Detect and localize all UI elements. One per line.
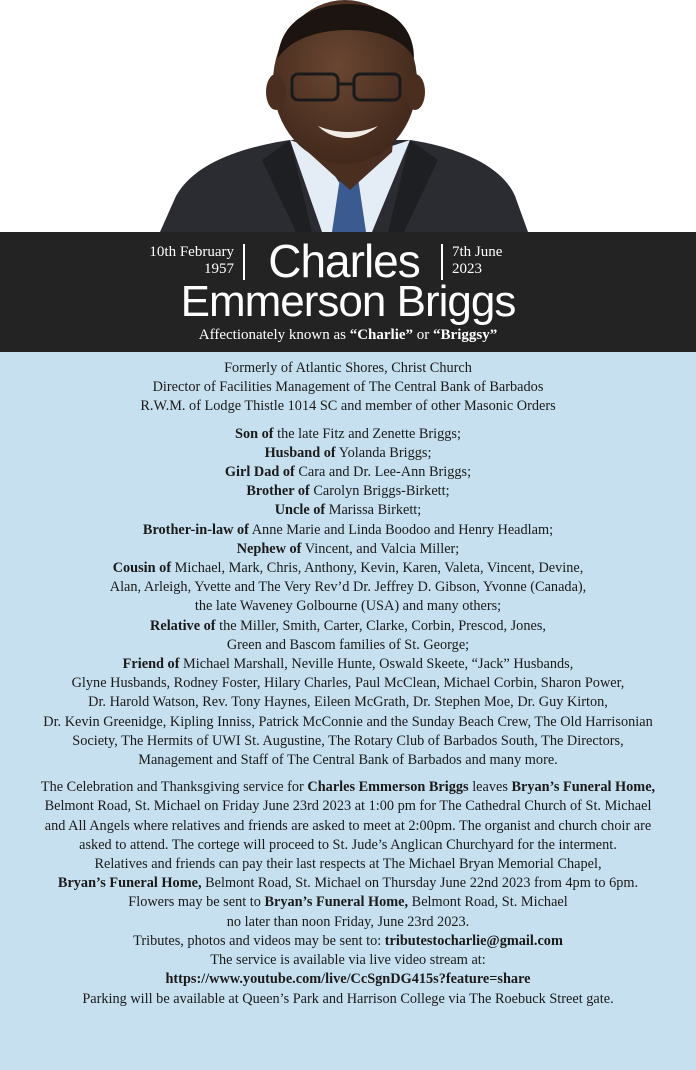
name-banner — [0, 232, 696, 352]
nickname-2: “Briggsy” — [433, 327, 498, 343]
relation-line — [8, 617, 688, 636]
relation-names: Alan, Arleigh, Yvette and The Very Rev’d Dr. Jeffrey D. Gibson, Yvonne (Canada), — [109, 579, 587, 596]
relation-line — [8, 751, 688, 770]
relation-label: Son of — [235, 425, 274, 442]
intro-section — [8, 352, 688, 417]
service-section — [8, 778, 688, 1008]
first-name: Charles — [268, 235, 420, 287]
relation-names: Dr. Harold Watson, Rev. Tony Haynes, Eileen McGrath, Dr. Stephen Moe, Dr. Guy Kirton, — [88, 694, 608, 711]
funeral-home: Bryan’s Funeral Home, — [264, 894, 409, 911]
relation-line — [8, 693, 688, 712]
relation-line — [8, 501, 688, 520]
service-text: leaves — [468, 779, 512, 796]
relation-names: Dr. Kevin Greenidge, Kipling Inniss, Patrick McConnie and the Sunday Beach Crew, The Old Harrisonian — [43, 713, 653, 730]
service-line — [8, 778, 688, 797]
deceased-name: Charles Emmerson Briggs — [307, 779, 469, 796]
relation-names: Vincent, and Valcia Miller; — [304, 540, 460, 557]
relation-names: the Miller, Smith, Carter, Clarke, Corbin, Prescod, Jones, — [219, 617, 546, 634]
relation-names: Society, The Hermits of UWI St. Augustine, The Rotary Club of Barbados South, The Directors, — [72, 732, 624, 749]
surname: Emmerson Briggs — [180, 277, 516, 326]
nickname-line — [0, 326, 696, 344]
intro-line: Formerly of Atlantic Shores, Christ Church — [224, 360, 472, 376]
relation-names: the late Waveney Golbourne (USA) and many others; — [194, 598, 502, 615]
relation-line — [8, 578, 688, 597]
relation-line — [8, 655, 688, 674]
service-text: Belmont Road, St. Michael on Thursday June 22nd 2023 from 4pm to 6pm. — [201, 875, 639, 892]
relation-label: Husband of — [264, 444, 336, 461]
obituary-content — [0, 352, 696, 1070]
relation-label: Brother-in-law of — [142, 521, 249, 538]
relation-names: Michael Marshall, Neville Hunte, Oswald Skeete, “Jack” Husbands, — [183, 656, 574, 673]
birth-day: 10th February — [149, 244, 234, 260]
relation-line — [8, 674, 688, 693]
service-line — [8, 874, 688, 893]
service-text: Belmont Road, St. Michael — [408, 894, 568, 911]
relation-names: Yolanda Briggs; — [338, 444, 432, 461]
relation-line — [8, 444, 688, 463]
service-line: The service is available via live video stream at: — [210, 952, 486, 969]
relation-names: Marissa Birkett; — [328, 502, 422, 519]
relation-label: Girl Dad of — [224, 464, 295, 481]
funeral-home: Bryan’s Funeral Home, — [511, 779, 656, 796]
relation-line — [8, 732, 688, 751]
service-text: Tributes, photos and videos may be sent to: — [133, 932, 385, 949]
relation-label: Uncle of — [274, 502, 326, 519]
relation-line — [8, 425, 688, 444]
portrait-image — [0, 0, 696, 232]
relation-names: Management and Staff of The Central Bank of Barbados and many more. — [138, 752, 558, 769]
relation-names: Cara and Dr. Lee-Ann Briggs; — [298, 464, 472, 481]
nickname-1: “Charlie” — [349, 327, 414, 343]
service-line — [8, 932, 688, 951]
death-year: 2023 — [452, 261, 482, 277]
intro-line: R.W.M. of Lodge Thistle 1014 SC and member of other Masonic Orders — [140, 398, 556, 415]
relation-names: Michael, Mark, Chris, Anthony, Kevin, Karen, Valeta, Vincent, Devine, — [174, 560, 584, 577]
funeral-home: Bryan’s Funeral Home, — [57, 875, 202, 892]
service-line: and All Angels where relatives and friends are asked to meet at 2:00pm. The organist and church choir are — [44, 817, 652, 834]
portrait-photo — [0, 0, 696, 232]
relation-label: Nephew of — [236, 540, 302, 557]
relation-names: the late Fitz and Zenette Briggs; — [277, 425, 461, 442]
relations-section — [8, 425, 688, 771]
service-line: Belmont Road, St. Michael on Friday June 23rd 2023 at 1:00 pm for The Cathedral Church of St. Michael — [44, 798, 652, 815]
service-line — [8, 893, 688, 912]
intro-line: Director of Facilities Management of The Central Bank of Barbados — [152, 379, 544, 396]
relation-label: Relative of — [150, 617, 216, 634]
relation-names: Carolyn Briggs-Birkett; — [313, 483, 450, 500]
relation-label: Brother of — [246, 483, 310, 500]
death-date — [452, 244, 572, 278]
death-day: 7th June — [452, 244, 503, 260]
aka-prefix: Affectionately known as — [198, 327, 350, 343]
service-line: asked to attend. The cortege will proceed to St. Jude’s Anglican Churchyard for the interment. — [79, 836, 617, 853]
relation-line — [8, 463, 688, 482]
service-line: Relatives and friends can pay their last respects at The Michael Bryan Memorial Chapel, — [94, 856, 602, 873]
relation-line — [8, 636, 688, 655]
relation-names: Anne Marie and Linda Boodoo and Henry Headlam; — [251, 521, 554, 538]
divider-left — [243, 244, 245, 280]
divider-right — [441, 244, 443, 280]
relation-names: Green and Bascom families of St. George; — [226, 636, 470, 653]
relation-label: Friend of — [122, 656, 180, 673]
relation-label: Cousin of — [112, 560, 172, 577]
service-text: The Celebration and Thanksgiving service for — [40, 779, 308, 796]
birth-year: 1957 — [204, 261, 234, 277]
relation-line — [8, 521, 688, 540]
tribute-email: tributestocharlie@gmail.com — [384, 932, 563, 949]
service-line: Parking will be available at Queen’s Park and Harrison College via The Roebuck Street gate. — [82, 990, 614, 1007]
relation-line — [8, 482, 688, 501]
service-text: Flowers may be sent to — [128, 894, 265, 911]
relation-line — [8, 597, 688, 616]
birth-date — [114, 244, 234, 278]
service-line: no later than noon Friday, June 23rd 2023. — [226, 913, 470, 930]
livestream-url: https://www.youtube.com/live/CcSgnDG415s?feature=share — [165, 971, 531, 988]
relation-line — [8, 540, 688, 559]
relation-line — [8, 559, 688, 578]
relation-line — [8, 713, 688, 732]
aka-mid: or — [413, 327, 434, 343]
relation-names: Glyne Husbands, Rodney Foster, Hilary Charles, Paul McClean, Michael Corbin, Sharon Power, — [71, 675, 625, 692]
